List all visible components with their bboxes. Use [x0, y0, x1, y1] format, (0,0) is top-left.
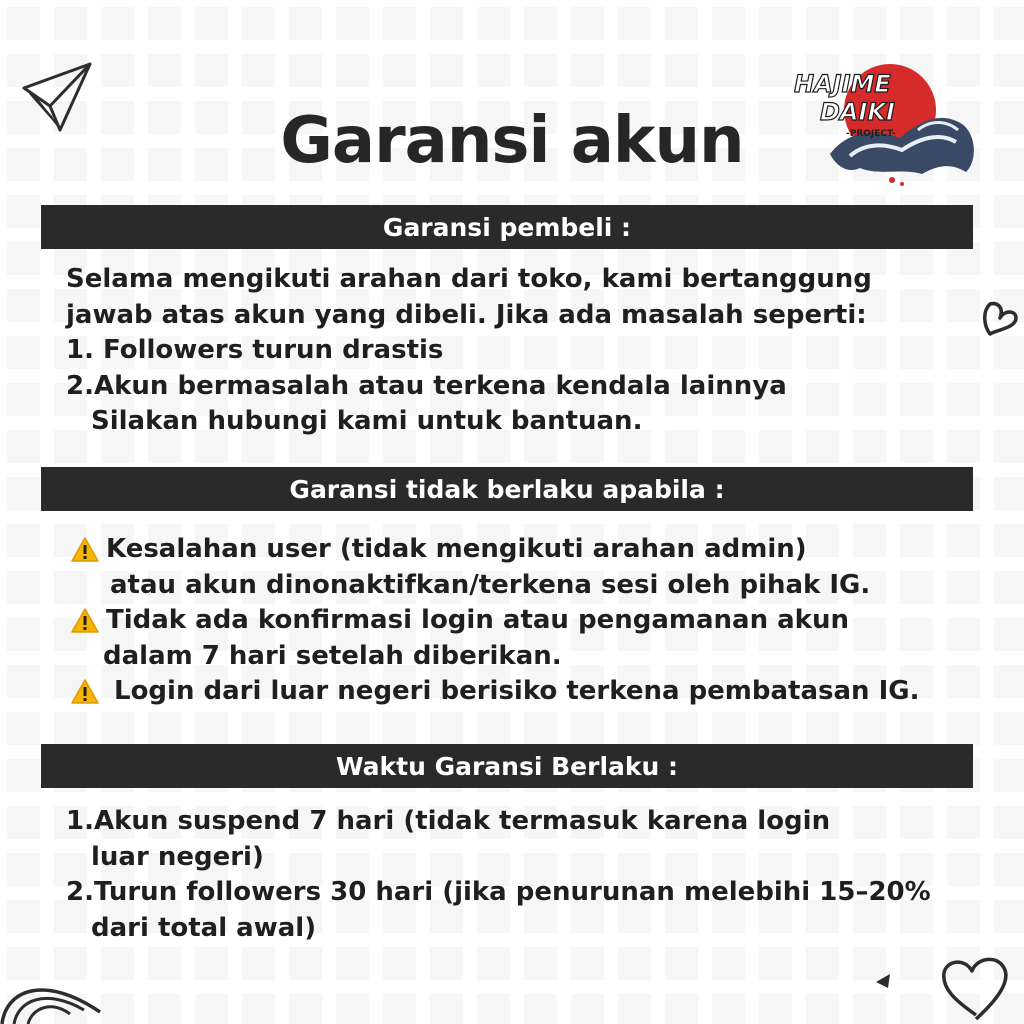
exclusion-item-text: Login dari luar negeri berisiko terkena pembatasan IG.	[114, 676, 920, 706]
warning-icon	[70, 536, 106, 563]
heart-doodle-icon	[978, 296, 1022, 340]
buyer-line: jawab atas akun yang dibeli. Jika ada masalah seperti:	[66, 299, 867, 330]
logo-line-3: -PROJECT-	[846, 129, 896, 139]
section-heading-exclusions: Garansi tidak berlaku apabila :	[41, 467, 973, 511]
buyer-line: 2.Akun bermasalah atau terkena kendala lainnya	[66, 370, 787, 401]
duration-line: dari total awal)	[91, 912, 317, 943]
warning-icon	[70, 607, 106, 634]
triangle-doodle-icon	[872, 970, 894, 992]
section-heading-duration: Waktu Garansi Berlaku :	[41, 744, 973, 788]
shell-doodle-icon	[0, 970, 104, 1024]
exclusions-list	[70, 532, 920, 710]
section-heading-buyer: Garansi pembeli :	[41, 205, 973, 249]
buyer-line: Silakan hubungi kami untuk bantuan.	[91, 406, 643, 436]
buyer-line: 1. Followers turun drastis	[66, 335, 444, 365]
exclusion-item-continuation: atau akun dinonaktifkan/terkena sesi oleh pihak IG.	[110, 569, 871, 600]
exclusion-item-text: Kesalahan user (tidak mengikuti arahan admin)	[106, 534, 807, 564]
duration-line: luar negeri)	[91, 841, 264, 872]
logo-line-1: HAJIME	[794, 70, 891, 98]
exclusion-item-continuation: dalam 7 hari setelah diberikan.	[103, 640, 562, 671]
duration-text	[66, 804, 931, 946]
exclusion-item-text: Tidak ada konfirmasi login atau pengamanan akun	[106, 605, 849, 635]
exclusion-item	[70, 532, 920, 568]
exclusion-item	[70, 603, 920, 639]
heart-doodle-icon	[936, 955, 1016, 1024]
duration-line: 2.Turun followers 30 hari (jika penurunan melebihi 15–20%	[66, 877, 931, 907]
warning-icon	[70, 678, 114, 705]
logo-line-2: DAIKI	[820, 98, 895, 126]
duration-line: 1.Akun suspend 7 hari (tidak termasuk karena login	[66, 806, 831, 836]
buyer-line: Selama mengikuti arahan dari toko, kami bertanggung	[66, 264, 872, 294]
page-title: Garansi akun	[280, 104, 744, 178]
exclusion-item	[70, 674, 920, 710]
buyer-guarantee-text	[66, 262, 872, 440]
